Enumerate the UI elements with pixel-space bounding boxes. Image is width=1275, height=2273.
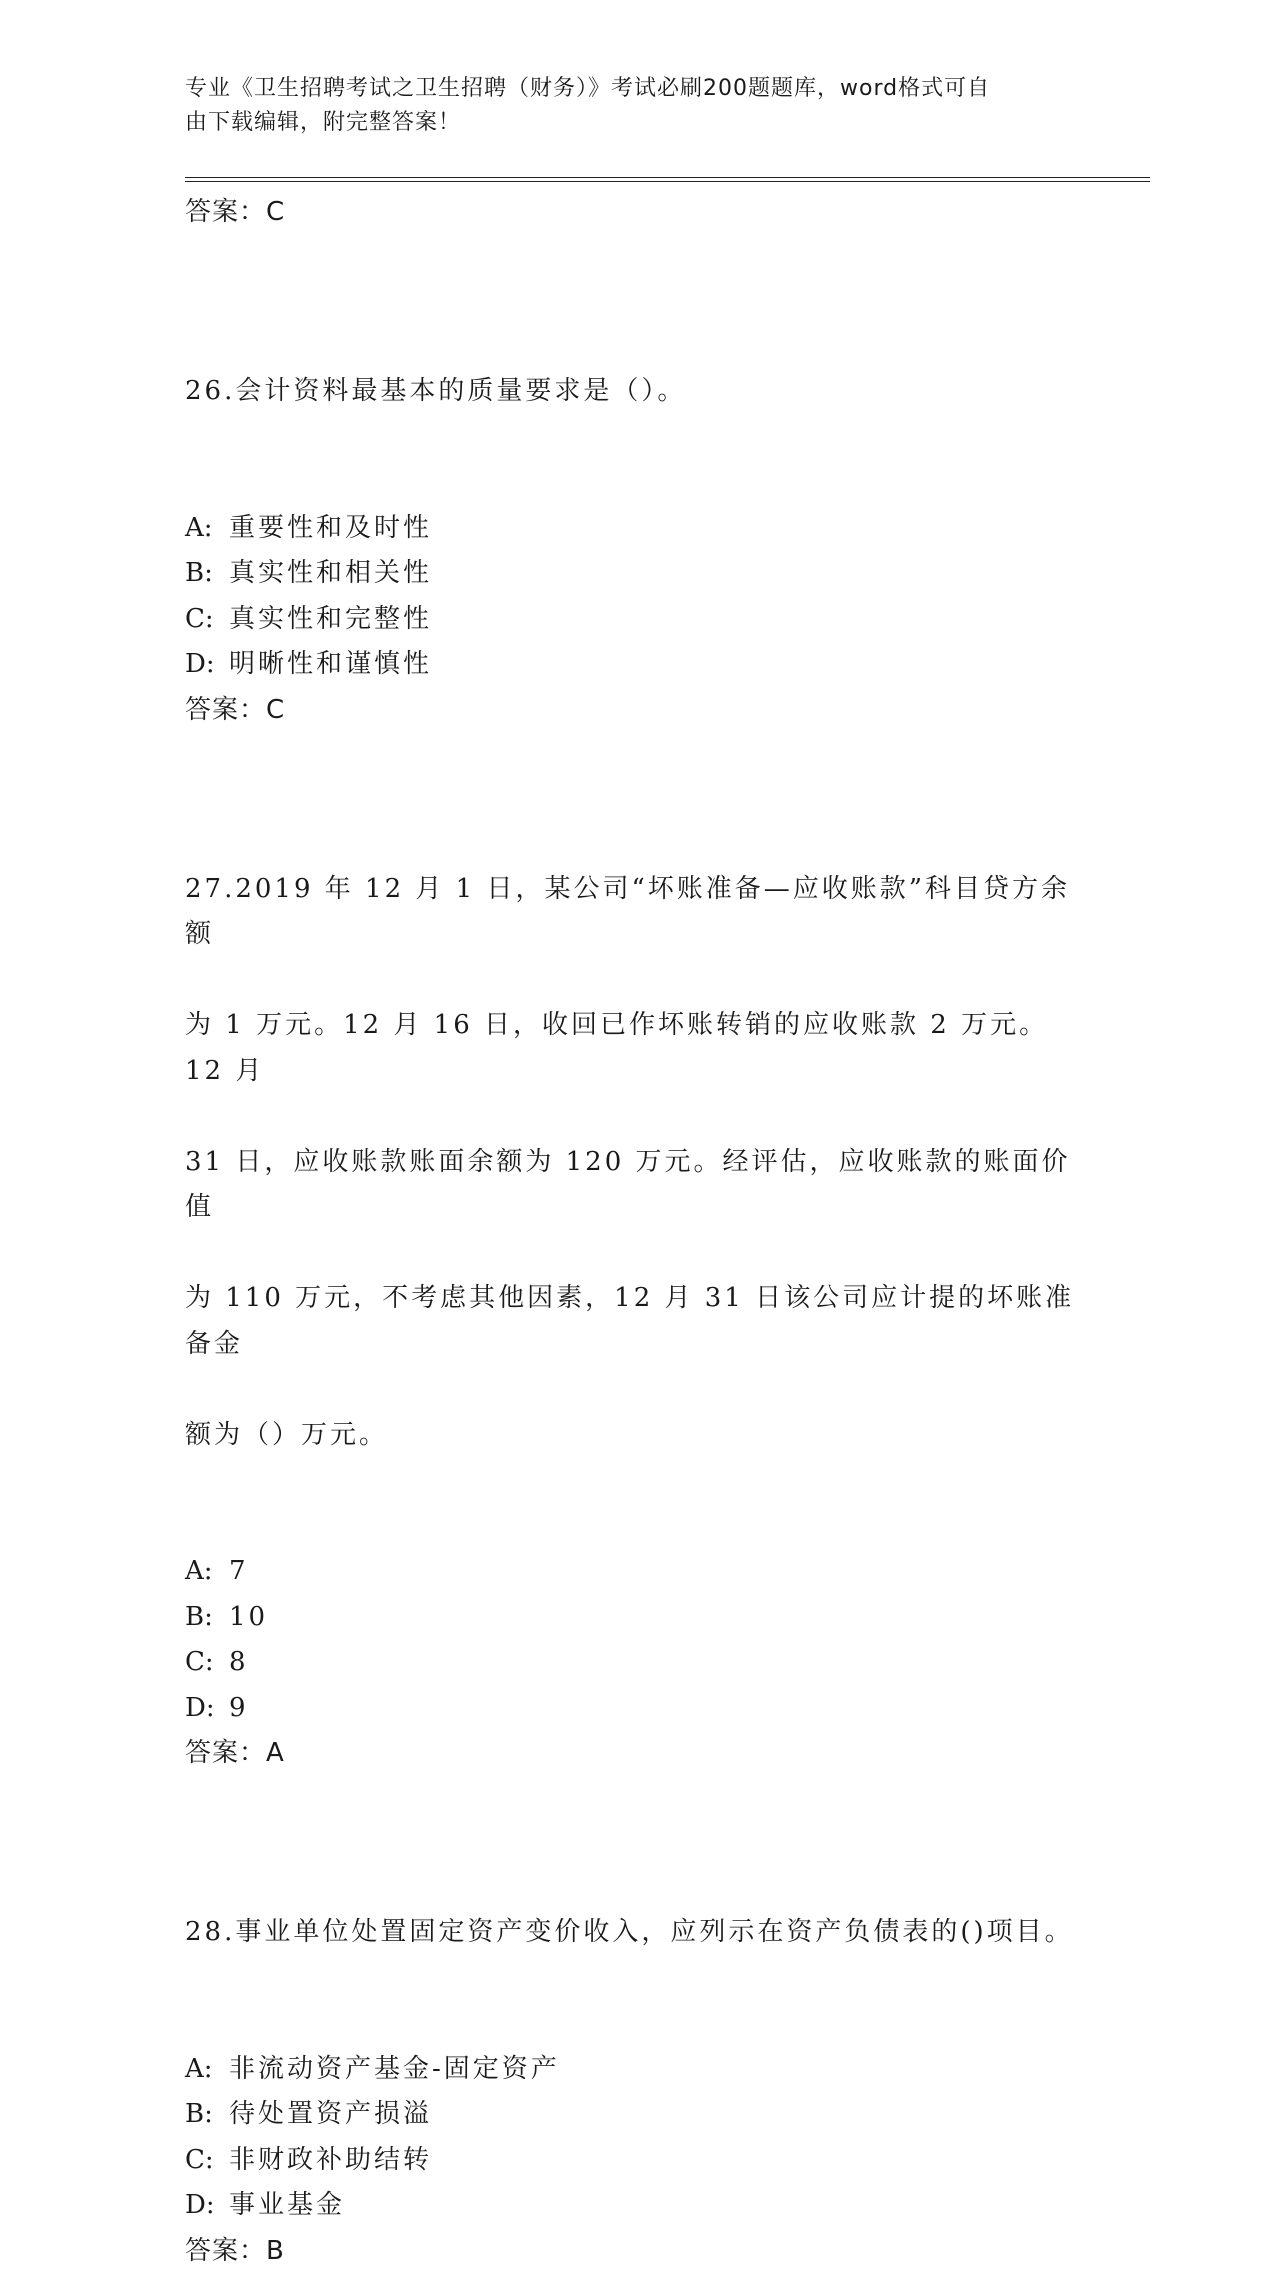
option-text: 9 — [229, 1692, 249, 1723]
question-28 — [185, 1819, 1085, 2273]
option-d — [185, 642, 1085, 688]
option-d — [185, 1686, 1085, 1732]
option-letter: C: — [185, 1647, 214, 1677]
option-c — [185, 1640, 1085, 1686]
option-a — [185, 506, 1085, 552]
spacer — [185, 234, 1085, 278]
option-text: 非财政补助结转 — [229, 2144, 433, 2175]
option-d — [185, 2183, 1085, 2229]
stem-line: 额为（）万元。 — [185, 1419, 389, 1450]
stem-line: 28.事业单位处置固定资产变价收入，应列示在资产负债表的()项目。 — [185, 1917, 1074, 1947]
option-letter: A: — [185, 2053, 213, 2084]
question-stem — [185, 1819, 1085, 2047]
option-a — [185, 2047, 1085, 2093]
option-text: 非流动资产基金-固定资产 — [229, 2053, 560, 2084]
previous-answer: 答案：C — [185, 197, 286, 227]
option-text: 10 — [229, 1601, 269, 1632]
spacer — [185, 1775, 1085, 1819]
stem-line: 26.会计资料最基本的质量要求是（）。 — [185, 376, 687, 406]
stem-line: 31 日，应收账款账面余额为 120 万元。经评估，应收账款的账面价值 — [185, 1146, 1071, 1222]
option-text: 明晰性和谨慎性 — [229, 649, 433, 679]
option-a — [185, 1549, 1085, 1595]
header-divider — [185, 177, 1150, 182]
question-answer: 答案：A — [185, 1738, 285, 1768]
option-letter: B: — [185, 2099, 213, 2129]
page-header — [185, 72, 1065, 140]
option-text: 重要性和及时性 — [229, 512, 433, 543]
option-letter: A: — [185, 1556, 213, 1586]
option-letter: D: — [185, 649, 215, 679]
header-line-2: 由下载编辑，附完整答案！ — [185, 110, 462, 135]
option-c — [185, 2138, 1085, 2184]
option-text: 事业基金 — [229, 2190, 346, 2220]
question-27 — [185, 776, 1085, 1776]
question-stem — [185, 278, 1085, 506]
option-letter: D: — [185, 2190, 215, 2220]
stem-line: 为 1 万元。12 月 16 日，收回已作坏账转销的应收账款 2 万元。12 月 — [185, 1010, 1049, 1086]
option-c — [185, 597, 1085, 643]
spacer — [185, 732, 1085, 776]
question-stem — [185, 776, 1085, 1550]
stem-line: 27.2019 年 12 月 1 日，某公司“坏账准备—应收账款”科目贷方余额 — [185, 873, 1071, 949]
option-letter: D: — [185, 1692, 215, 1723]
option-letter: C: — [185, 603, 214, 634]
option-letter: A: — [185, 512, 213, 543]
question-26 — [185, 278, 1085, 732]
option-b — [185, 2092, 1085, 2138]
option-text: 真实性和相关性 — [229, 558, 433, 588]
option-b — [185, 551, 1085, 597]
stem-line: 为 110 万元，不考虑其他因素，12 月 31 日该公司应计提的坏账准备金 — [185, 1283, 1075, 1359]
question-list — [185, 190, 1085, 2273]
option-text: 真实性和完整性 — [229, 603, 433, 634]
option-text: 8 — [229, 1647, 249, 1677]
header-line-1: 专业《卫生招聘考试之卫生招聘（财务）》考试必刷200题题库，word格式可自 — [185, 76, 991, 101]
option-letter: C: — [185, 2144, 214, 2175]
option-text: 7 — [229, 1556, 249, 1586]
question-answer: 答案：B — [185, 2235, 285, 2266]
question-answer: 答案：C — [185, 694, 286, 725]
option-letter: B: — [185, 558, 213, 588]
option-letter: B: — [185, 1601, 213, 1632]
option-text: 待处置资产损溢 — [229, 2099, 433, 2129]
option-b — [185, 1595, 1085, 1641]
